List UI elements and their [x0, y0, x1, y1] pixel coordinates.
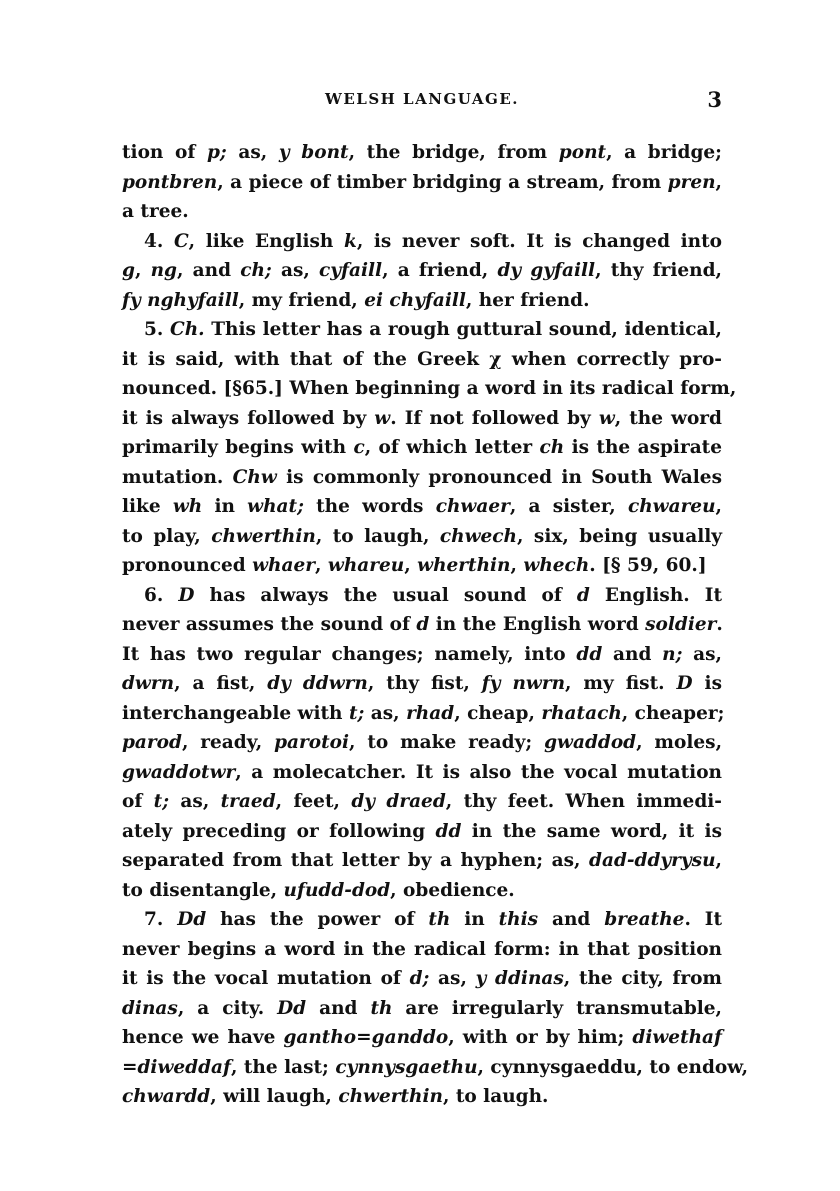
- text-line: pronounced whaer, whareu, wherthin, whech. [§ 59, 60.]: [122, 555, 707, 576]
- text-line: 4. C, like English k, is never soft. It is changed into: [144, 230, 722, 252]
- text-line: mutation. Chw is commonly pronounced in South Wales: [122, 466, 722, 488]
- text-line: g, ng, and ch; as, cyfaill, a friend, dy gyfaill, thy friend,: [122, 260, 722, 281]
- text-line: like wh in what; the words chwaer, a sister, chwareu,: [122, 496, 722, 517]
- text-line: it is the vocal mutation of d; as, y ddinas, the city, from: [122, 968, 722, 989]
- text-line: It has two regular changes; namely, into dd and n; as,: [122, 643, 722, 665]
- text-line: chwardd, will laugh, chwerthin, to laugh.: [122, 1086, 549, 1107]
- text-line: dinas, a city. Dd and th are irregularly transmutable,: [122, 997, 723, 1019]
- text-line: nounced. [§65.] When beginning a word in its radical form,: [122, 378, 737, 399]
- page-number: 3: [707, 87, 722, 112]
- body-text: [122, 138, 749, 1112]
- text-line: pontbren, a piece of timber bridging a stream, from pren,: [122, 171, 722, 193]
- text-line: fy nghyfaill, my friend, ei chyfaill, her friend.: [122, 289, 590, 311]
- text-line: separated from that letter by a hyphen; as, dad-ddyrysu,: [122, 850, 722, 871]
- text-line: tion of p; as, y bont, the bridge, from pont, a bridge;: [122, 142, 722, 163]
- text-line: a tree.: [122, 201, 189, 222]
- text-line: 5. Ch. This letter has a rough guttural sound, identical,: [144, 319, 722, 340]
- text-line: it is always followed by w. If not followed by w, the word: [122, 407, 722, 429]
- text-line: never begins a word in the radical form: in that position: [122, 938, 722, 960]
- text-line: to play, chwerthin, to laugh, chwech, six, being usually: [122, 525, 723, 547]
- text-line: =diweddaf, the last; cynnysgaethu, cynnysgaeddu, to endow,: [122, 1056, 749, 1078]
- text-line: hence we have gantho=ganddo, with or by him; diwethaf: [122, 1027, 723, 1048]
- running-title: WELSH LANGUAGE.: [325, 90, 519, 108]
- text-line: 7. Dd has the power of th in this and breathe. It: [144, 909, 722, 930]
- text-line: of t; as, traed, feet, dy draed, thy feet. When immedi-: [122, 791, 722, 812]
- text-line: to disentangle, ufudd-dod, obedience.: [122, 879, 515, 901]
- text-line: primarily begins with c, of which letter ch is the aspirate: [122, 437, 722, 458]
- text-line: interchangeable with t; as, rhad, cheap, rhatach, cheaper;: [122, 702, 725, 724]
- text-line: never assumes the sound of d in the English word soldier.: [122, 614, 723, 635]
- text-line: it is said, with that of the Greek χ when correctly pro-: [122, 348, 722, 370]
- text-line: 6. D has always the usual sound of d English. It: [144, 584, 723, 606]
- text-line: parod, ready, parotoi, to make ready; gwaddod, moles,: [122, 732, 723, 753]
- running-head: [122, 87, 722, 116]
- text-line: ately preceding or following dd in the same word, it is: [122, 820, 722, 842]
- text-line: gwaddotwr, a molecatcher. It is also the vocal mutation: [122, 761, 722, 783]
- text-line: dwrn, a fist, dy ddwrn, thy fist, fy nwrn, my fist. D is: [122, 673, 722, 694]
